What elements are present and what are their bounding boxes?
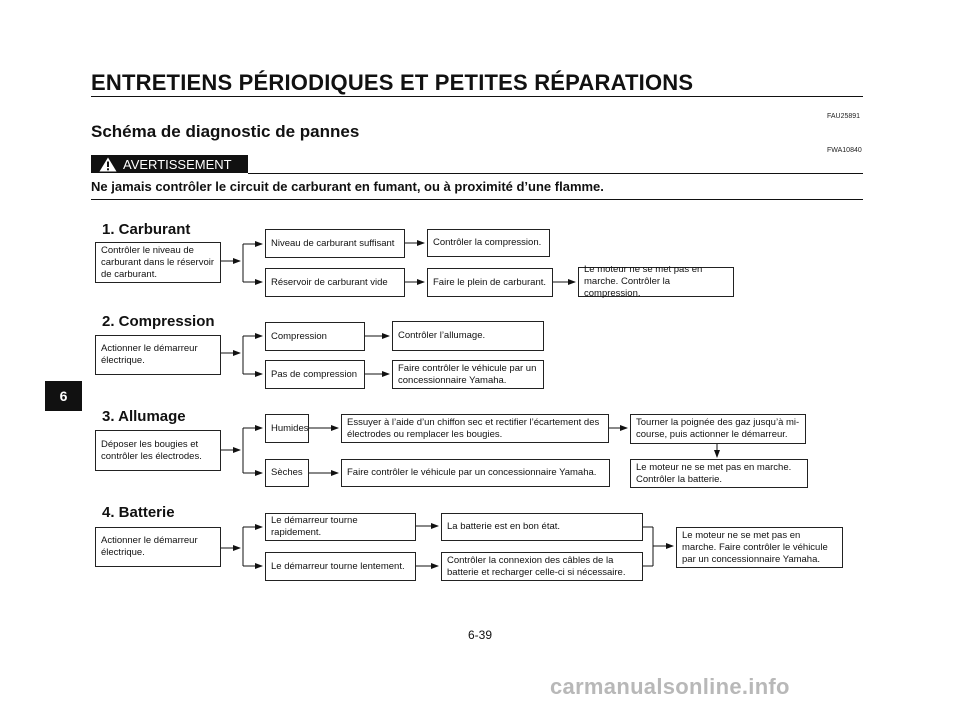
diagram-title-batterie: 4. Batterie: [102, 504, 175, 521]
diagram-title-compression: 2. Compression: [102, 313, 215, 330]
box-carburant-ok-next: Contrôler la compression.: [427, 229, 550, 257]
box-allumage-wet-end: Tourner la poignée des gaz jusqu’à mi-course, puis actionner le démarreur.: [630, 414, 806, 444]
chapter-header: ENTRETIENS PÉRIODIQUES ET PETITES RÉPARATIONS: [91, 70, 694, 95]
box-batterie-fast-next: La batterie est en bon état.: [441, 513, 643, 541]
section-title: Schéma de diagnostic de pannes: [91, 122, 360, 141]
box-batterie-start: Actionner le démarreur électrique.: [95, 527, 221, 567]
page-number: 6-39: [467, 628, 493, 642]
box-carburant-empty-end: Le moteur ne se met pas en marche. Contrôler la compression.: [578, 267, 734, 297]
warning-code: FWA10840: [827, 147, 862, 154]
box-compression-ok-next: Contrôler l’allumage.: [392, 321, 544, 351]
diagram-title-allumage: 3. Allumage: [102, 408, 186, 425]
watermark: carmanualsonline.info: [550, 674, 790, 699]
box-compression-none-next: Faire contrôler le véhicule par un concessionnaire Yamaha.: [392, 360, 544, 389]
chapter-side-tab: 6: [45, 381, 82, 411]
box-carburant-ok: Niveau de carburant suffisant: [265, 229, 405, 258]
section-code: FAU25891: [827, 113, 861, 120]
box-allumage-dry: Sèches: [265, 459, 309, 487]
box-compression-start: Actionner le démarreur électrique.: [95, 335, 221, 375]
box-allumage-wet-next: Essuyer à l’aide d’un chiffon sec et rectifier l’écartement des électrodes ou remplacer les bougies.: [341, 414, 609, 443]
diagram-title-carburant: 1. Carburant: [102, 221, 191, 238]
box-allumage-dry-next: Faire contrôler le véhicule par un concessionnaire Yamaha.: [341, 459, 610, 487]
box-batterie-slow-next: Contrôler la connexion des câbles de la batterie et recharger celle-ci si nécessaire.: [441, 552, 643, 581]
box-batterie-end: Le moteur ne se met pas en marche. Faire contrôler le véhicule par un concessionnaire Yamaha.: [676, 527, 843, 568]
box-compression-none: Pas de compression: [265, 360, 365, 389]
box-carburant-empty: Réservoir de carburant vide: [265, 268, 405, 297]
box-batterie-fast: Le démarreur tourne rapidement.: [265, 513, 416, 541]
box-batterie-slow: Le démarreur tourne lentement.: [265, 552, 416, 581]
warning-label: AVERTISSEMENT: [123, 156, 232, 172]
box-compression-ok: Compression: [265, 322, 365, 351]
box-carburant-empty-next: Faire le plein de carburant.: [427, 268, 553, 297]
box-allumage-start: Déposer les bougies et contrôler les électrodes.: [95, 430, 221, 471]
box-allumage-wet-end2: Le moteur ne se met pas en marche. Contrôler la batterie.: [630, 459, 808, 488]
box-carburant-start: Contrôler le niveau de carburant dans le réservoir de carburant.: [95, 242, 221, 283]
warning-text: Ne jamais contrôler le circuit de carburant en fumant, ou à proximité d’une flamme.: [91, 179, 604, 194]
box-allumage-wet: Humides: [265, 414, 309, 443]
